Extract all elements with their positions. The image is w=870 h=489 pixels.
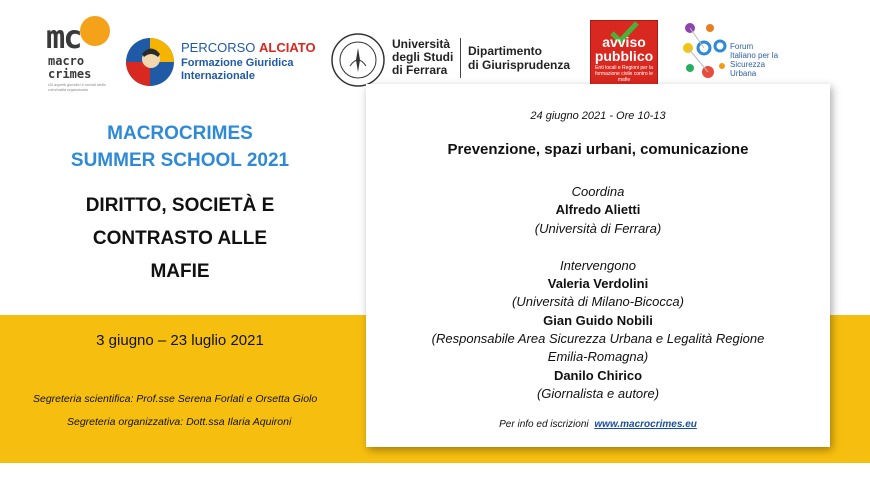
unife-divider xyxy=(460,38,461,78)
dept-line-2: di Giurisprudenza xyxy=(468,58,571,72)
alciato-text: ALCIATO xyxy=(259,40,316,55)
speaker-affiliation: (Responsabile Area Sicurezza Urbana e Legalità Regione xyxy=(431,331,765,346)
forum-dots-icon xyxy=(680,20,728,84)
unife-line-2: degli Studi xyxy=(392,50,454,64)
event-subtitle-line-1: DIRITTO, SOCIETÀ E xyxy=(85,195,275,216)
forum-line-3: Sicurezza xyxy=(730,60,766,69)
macrocrimes-logo xyxy=(44,16,124,100)
avviso-tagline: Enti locali e Regioni per la formazione civile contro le mafie xyxy=(595,65,653,83)
dept-line-1: Dipartimento xyxy=(468,44,543,58)
info-line xyxy=(366,419,830,430)
forum-line-4: Urbana xyxy=(730,69,757,78)
mc-mark: mc xyxy=(46,18,81,56)
event-title-line-1: MACROCRIMES xyxy=(107,123,253,144)
intervengono-label: Intervengono xyxy=(560,258,636,273)
speaker-name: Gian Guido Nobili xyxy=(543,313,653,328)
event-dates: 3 giugno – 23 luglio 2021 xyxy=(96,332,264,349)
coordinator-affiliation: (Università di Ferrara) xyxy=(534,221,662,236)
percorso-alciato-logo xyxy=(125,37,345,87)
avviso-text: avviso xyxy=(602,34,646,50)
orange-circle-icon xyxy=(80,16,110,46)
coordinator-name: Alfredo Alietti xyxy=(555,202,641,217)
avviso-pubblico-logo xyxy=(590,20,658,86)
event-subtitle-line-3: MAFIE xyxy=(150,261,210,282)
unife-line-3: di Ferrara xyxy=(392,63,448,77)
event-title-line-2: SUMMER SCHOOL 2021 xyxy=(70,150,290,171)
unife-line-1: Università xyxy=(392,37,451,51)
speaker-name: Valeria Verdolini xyxy=(547,276,649,291)
info-label: Per info ed iscrizioni xyxy=(499,419,589,430)
forum-line-1: Forum xyxy=(730,42,754,51)
unife-logo xyxy=(330,32,575,92)
speaker-affiliation: (Giornalista e autore) xyxy=(536,386,660,401)
website-link[interactable]: www.macrocrimes.eu xyxy=(594,419,697,430)
event-subtitle-line-2: CONTRASTO ALLE xyxy=(92,228,268,249)
percorso-text: PERCORSO xyxy=(181,40,256,55)
forum-sicurezza-logo xyxy=(680,20,790,90)
session-card xyxy=(366,84,830,447)
segreteria-organizzativa: Segreteria organizzativa: Dott.ssa Ilaria Aquironi xyxy=(67,416,292,428)
segreteria-scientifica: Segreteria scientifica: Prof.sse Serena Forlati e Orsetta Giolo xyxy=(33,393,318,405)
unife-seal-icon xyxy=(330,32,386,88)
pubblico-text: pubblico xyxy=(594,48,654,64)
crimes-text: crimes xyxy=(48,67,92,81)
alciato-subtitle-2: Internazionale xyxy=(181,70,255,82)
speaker-name: Danilo Chirico xyxy=(553,368,643,383)
speaker-affiliation-line-2: Emilia-Romagna) xyxy=(547,349,649,364)
forum-line-2: Italiano per la xyxy=(730,51,779,60)
session-date: 24 giugno 2021 - Ore 10-13 xyxy=(530,110,666,122)
session-title: Prevenzione, spazi urbani, comunicazione xyxy=(447,141,749,158)
alciato-subtitle-1: Formazione Giuridica xyxy=(181,57,294,69)
speaker-affiliation: (Università di Milano-Bicocca) xyxy=(512,294,684,309)
alciato-emblem-icon xyxy=(125,37,175,87)
coordina-label: Coordina xyxy=(571,184,625,199)
macro-text: macro xyxy=(48,54,85,68)
macrocrimes-tagline: Gli aspetti giuridici e sociali della criminalità organizzata xyxy=(48,82,106,92)
